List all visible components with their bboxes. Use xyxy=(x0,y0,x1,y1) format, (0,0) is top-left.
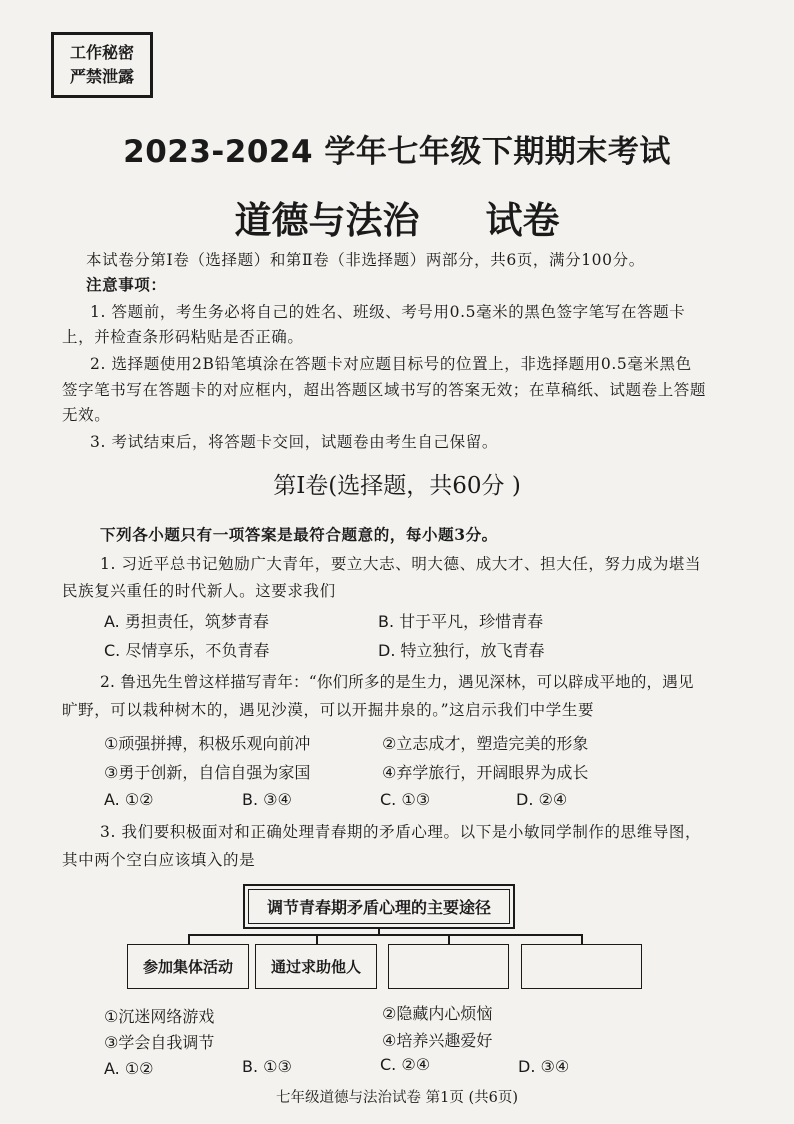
question-2-stem-line-1: 2. 鲁迅先生曾这样描写青年：“你们所多的是生力，遇见深林，可以辟成平地的，遇见 xyxy=(100,673,694,691)
note-1-line-2: 上，并检查条形码粘贴是否正确。 xyxy=(62,328,304,346)
question-3-stem-line-2: 其中两个空白应该填入的是 xyxy=(62,851,256,869)
mind-map-branch-2: 通过求助他人 xyxy=(255,944,377,989)
note-1-line-1: 1. 答题前，考生务必将自己的姓名、班级、考号用0.5毫米的黑色签字笔写在答题卡 xyxy=(90,303,686,321)
question-3-option-c: C. ②④ xyxy=(380,1055,431,1074)
mind-map-root: 调节青春期矛盾心理的主要途径 xyxy=(243,884,515,929)
page-footer: 七年级道德与法治试卷 第1页 (共6页) xyxy=(276,1090,518,1106)
question-3-stem-line-1: 3. 我们要积极面对和正确处理青春期的矛盾心理。以下是小敏同学制作的思维导图， xyxy=(100,823,702,841)
question-3-option-b: B. ①③ xyxy=(242,1057,292,1076)
question-3-option-d: D. ③④ xyxy=(518,1057,570,1076)
note-2-line-2: 签字笔书写在答题卡的对应框内，超出答题区域书写的答案无效；在草稿纸、试题卷上答题 xyxy=(62,381,707,399)
mind-map-connector-1 xyxy=(188,934,190,944)
question-2-stem-line-2: 旷野，可以栽种树木的，遇见沙漠，可以开掘井泉的。”这启示我们中学生要 xyxy=(62,701,595,719)
question-3-item-2: ②隐藏内心烦恼 xyxy=(382,1004,493,1023)
subject-name: 道德与法治 xyxy=(234,199,420,242)
section-title: 第Ⅰ卷(选择题，共60分 ) xyxy=(273,473,521,499)
paper-label: 试卷 xyxy=(485,199,560,242)
question-1-option-d: D. 特立独行，放飞青春 xyxy=(378,641,545,660)
question-1-stem-line-1: 1. 习近平总书记勉励广大青年，要立大志、明大德、成大才、担大任，努力成为堪当 xyxy=(100,555,702,573)
question-2-item-3: ③勇于创新，自信自强为家国 xyxy=(104,763,311,782)
confidential-stamp xyxy=(51,32,153,98)
question-2-option-b: B. ③④ xyxy=(242,790,292,809)
question-3-option-a: A. ①② xyxy=(104,1059,154,1078)
question-2-option-a: A. ①② xyxy=(104,790,154,809)
question-instruction: 下列各小题只有一项答案是最符合题意的，每小题3分。 xyxy=(100,525,498,544)
note-2-line-3: 无效。 xyxy=(62,406,111,424)
note-3-line-1: 3. 考试结束后，将答题卡交回，试题卷由考生自己保留。 xyxy=(90,433,498,451)
stamp-line-1: 工作秘密 xyxy=(69,43,134,62)
question-1-option-c: C. 尽情享乐，不负青春 xyxy=(104,641,270,660)
stamp-line-2: 严禁泄露 xyxy=(69,67,134,86)
question-2-option-c: C. ①③ xyxy=(380,790,431,809)
question-1-option-a: A. 勇担责任，筑梦青春 xyxy=(104,612,269,631)
mind-map-connector-3 xyxy=(448,934,450,944)
question-2-option-d: D. ②④ xyxy=(516,790,568,809)
mind-map-blank-2 xyxy=(521,944,642,989)
mind-map-connector-bar xyxy=(188,934,582,936)
note-2-line-1: 2. 选择题使用2B铅笔填涂在答题卡对应题目标号的位置上，非选择题用0.5毫米黑色 xyxy=(90,355,692,373)
question-2-item-2: ②立志成才，塑造完美的形象 xyxy=(382,734,589,753)
exam-subject-title xyxy=(0,190,794,244)
notice-heading: 注意事项： xyxy=(86,275,167,294)
question-3-item-3: ③学会自我调节 xyxy=(104,1033,215,1052)
exam-title: 2023-2024 学年七年级下期期末考试 xyxy=(123,134,671,170)
mind-map-blank-1 xyxy=(388,944,509,989)
question-3-item-4: ④培养兴趣爱好 xyxy=(382,1031,493,1050)
mind-map-connector-2 xyxy=(316,934,318,944)
question-1-option-b: B. 甘于平凡，珍惜青春 xyxy=(378,612,544,631)
mind-map-branch-1: 参加集体活动 xyxy=(127,944,249,989)
mind-map-connector-4 xyxy=(581,934,583,944)
question-2-item-4: ④弃学旅行，开阔眼界为成长 xyxy=(382,763,589,782)
paper-summary: 本试卷分第Ⅰ卷（选择题）和第Ⅱ卷（非选择题）两部分，共6页，满分100分。 xyxy=(86,251,645,269)
question-2-item-1: ①顽强拼搏，积极乐观向前冲 xyxy=(104,734,311,753)
question-3-item-1: ①沉迷网络游戏 xyxy=(104,1007,215,1026)
question-1-stem-line-2: 民族复兴重任的时代新人。这要求我们 xyxy=(62,582,336,600)
